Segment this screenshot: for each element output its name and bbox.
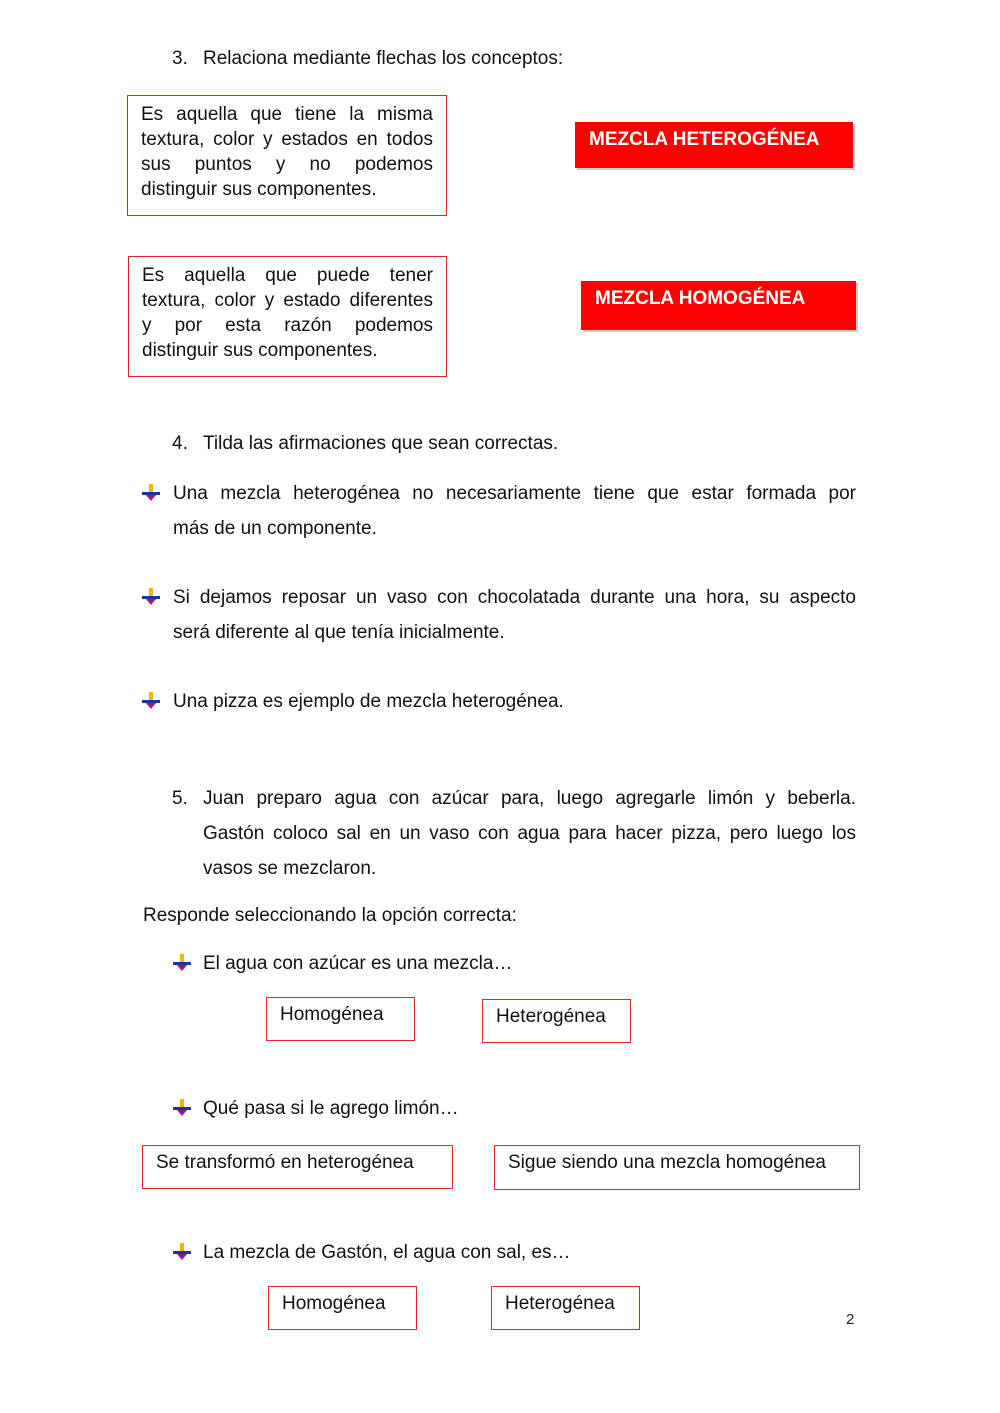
arrow-bullet-icon	[142, 588, 160, 606]
arrow-bullet-icon	[173, 954, 191, 972]
option-heterogenea-2[interactable]: Heterogénea	[491, 1286, 640, 1330]
q3-number: 3.	[172, 48, 188, 69]
q5-text-line-3: vasos se mezclaron.	[203, 858, 377, 879]
q5-instruction: Responde seleccionando la opción correcta:	[143, 905, 517, 926]
option-heterogenea-1[interactable]: Heterogénea	[482, 999, 631, 1043]
label-mezcla-heterogenea[interactable]: MEZCLA HETEROGÉNEA	[575, 122, 853, 168]
definition-2-line: Es aquella que puede tener	[142, 265, 433, 286]
arrow-bullet-icon	[173, 1099, 191, 1117]
q4-number: 4.	[172, 433, 188, 454]
definition-1-line: textura, color y estados en todos	[141, 129, 433, 150]
arrow-bullet-icon	[142, 484, 160, 502]
arrow-bullet-icon	[173, 1243, 191, 1261]
q5-question-2: Qué pasa si le agrego limón…	[203, 1098, 459, 1119]
definition-2-line: textura, color y estado diferentes	[142, 290, 433, 311]
q4-statement-1-line-1[interactable]: Una mezcla heterogénea no necesariamente tiene que estar formada por	[173, 483, 856, 504]
q5-text-line-1: Juan preparo agua con azúcar para, luego agregarle limón y beberla.	[203, 788, 856, 809]
option-sigue-homogenea[interactable]: Sigue siendo una mezcla homogénea	[494, 1145, 860, 1190]
definition-1-line: Es aquella que tiene la misma	[141, 104, 433, 125]
option-homogenea-1[interactable]: Homogénea	[266, 997, 415, 1041]
q5-number: 5.	[172, 788, 188, 809]
label-mezcla-homogenea[interactable]: MEZCLA HOMOGÉNEA	[581, 281, 856, 330]
definition-2-line: distinguir sus componentes.	[142, 340, 378, 361]
definition-1-line: distinguir sus componentes.	[141, 179, 377, 200]
option-homogenea-2[interactable]: Homogénea	[268, 1286, 417, 1330]
definition-2-line: y por esta razón podemos	[142, 315, 433, 336]
definition-1-line: sus puntos y no podemos	[141, 154, 433, 175]
q3-instruction: Relaciona mediante flechas los conceptos:	[203, 48, 564, 69]
q4-statement-2-line-2[interactable]: será diferente al que tenía inicialmente.	[173, 622, 505, 643]
definition-box-1[interactable]	[127, 95, 447, 216]
definition-box-2[interactable]	[128, 256, 447, 377]
q4-statement-1-line-2[interactable]: más de un componente.	[173, 518, 377, 539]
q5-question-3: La mezcla de Gastón, el agua con sal, es…	[203, 1242, 571, 1263]
arrow-bullet-icon	[142, 692, 160, 710]
q4-statement-3[interactable]: Una pizza es ejemplo de mezcla heterogénea.	[173, 691, 564, 712]
page-number: 2	[846, 1311, 855, 1328]
q4-statement-2-line-1[interactable]: Si dejamos reposar un vaso con chocolatada durante una hora, su aspecto	[173, 587, 856, 608]
q4-instruction: Tilda las afirmaciones que sean correctas.	[203, 433, 559, 454]
q5-question-1: El agua con azúcar es una mezcla…	[203, 953, 513, 974]
q5-text-line-2: Gastón coloco sal en un vaso con agua para hacer pizza, pero luego los	[203, 823, 856, 844]
option-transformo-heterogenea[interactable]: Se transformó en heterogénea	[142, 1145, 453, 1189]
